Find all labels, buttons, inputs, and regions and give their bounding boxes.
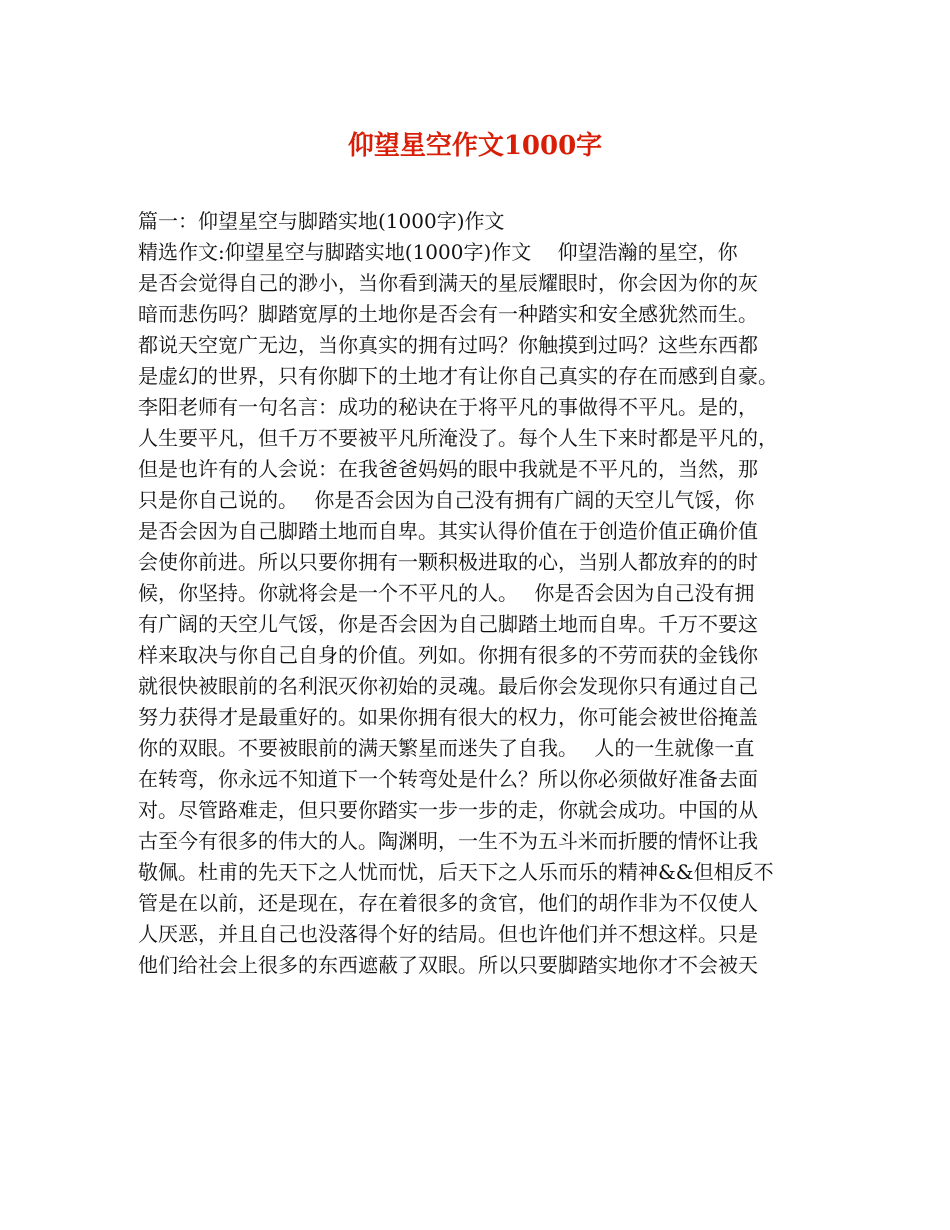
text-line: 对。尽管路难走，但只要你踏实一步一步的走，你就会成功。中国的从 <box>138 798 758 822</box>
text-line: 候，你坚持。你就将会是一个不平凡的人。 你是否会因为自己没有拥 <box>138 581 755 605</box>
text-line: 样来取决与你自己自身的价值。列如。你拥有很多的不劳而获的金钱你 <box>138 643 758 667</box>
text-line: 他们给社会上很多的东西遮蔽了双眼。所以只要脚踏实地你才不会被天 <box>138 953 758 977</box>
document-title: 仰望星空作文1000字 <box>347 131 603 161</box>
text-line: 暗而悲伤吗？脚踏宽厚的土地你是否会有一种踏实和安全感犹然而生。 <box>138 302 758 326</box>
text-line: 在转弯，你永远不知道下一个转弯处是什么？所以你必须做好准备去面 <box>138 767 758 791</box>
text-line: 篇一：仰望星空与脚踏实地(1000字)作文 <box>138 209 505 233</box>
text-line: 是虚幻的世界，只有你脚下的土地才有让你自己真实的存在而感到自豪。 <box>138 364 778 388</box>
text-line: 但是也许有的人会说：在我爸爸妈妈的眼中我就是不平凡的，当然，那 <box>138 457 758 481</box>
text-line: 只是你自己说的。 你是否会因为自己没有拥有广阔的天空儿气馁，你 <box>138 488 755 512</box>
document-body <box>138 206 832 981</box>
text-line: 古至今有很多的伟大的人。陶渊明，一生不为五斗米而折腰的情怀让我 <box>138 829 758 853</box>
text-line: 努力获得才是最重好的。如果你拥有很大的权力，你可能会被世俗掩盖 <box>138 705 758 729</box>
text-line: 你的双眼。不要被眼前的满天繁星而迷失了自我。 人的一生就像一直 <box>138 736 755 760</box>
text-line: 是否会觉得自己的渺小，当你看到满天的星辰耀眼时，你会因为你的灰 <box>138 271 758 295</box>
text-line: 有广阔的天空儿气馁，你是否会因为自己脚踏土地而自卑。千万不要这 <box>138 612 758 636</box>
text-line: 人生要平凡，但千万不要被平凡所淹没了。每个人生下来时都是平凡的， <box>138 426 778 450</box>
text-line: 就很快被眼前的名利泯灭你初始的灵魂。最后你会发现你只有通过自己 <box>138 674 758 698</box>
text-line: 会使你前进。所以只要你拥有一颗积极进取的心，当别人都放弃的的时 <box>138 550 758 574</box>
text-line: 都说天空宽广无边，当你真实的拥有过吗？你触摸到过吗？这些东西都 <box>138 333 758 357</box>
text-line: 是否会因为自己脚踏土地而自卑。其实认得价值在于创造价值正确价值 <box>138 519 758 543</box>
text-line: 李阳老师有一句名言：成功的秘诀在于将平凡的事做得不平凡。是的， <box>138 395 758 419</box>
text-line: 管是在以前，还是现在，存在着很多的贪官，他们的胡作非为不仅使人 <box>138 891 758 915</box>
text-line: 敬佩。杜甫的先天下之人忧而忧，后天下之人乐而乐的精神&&但相反不 <box>138 860 774 884</box>
text-line: 精选作文:仰望星空与脚踏实地(1000字)作文 仰望浩瀚的星空，你 <box>138 240 738 264</box>
text-line: 人厌恶，并且自己也没落得个好的结局。但也许他们并不想这样。只是 <box>138 922 758 946</box>
